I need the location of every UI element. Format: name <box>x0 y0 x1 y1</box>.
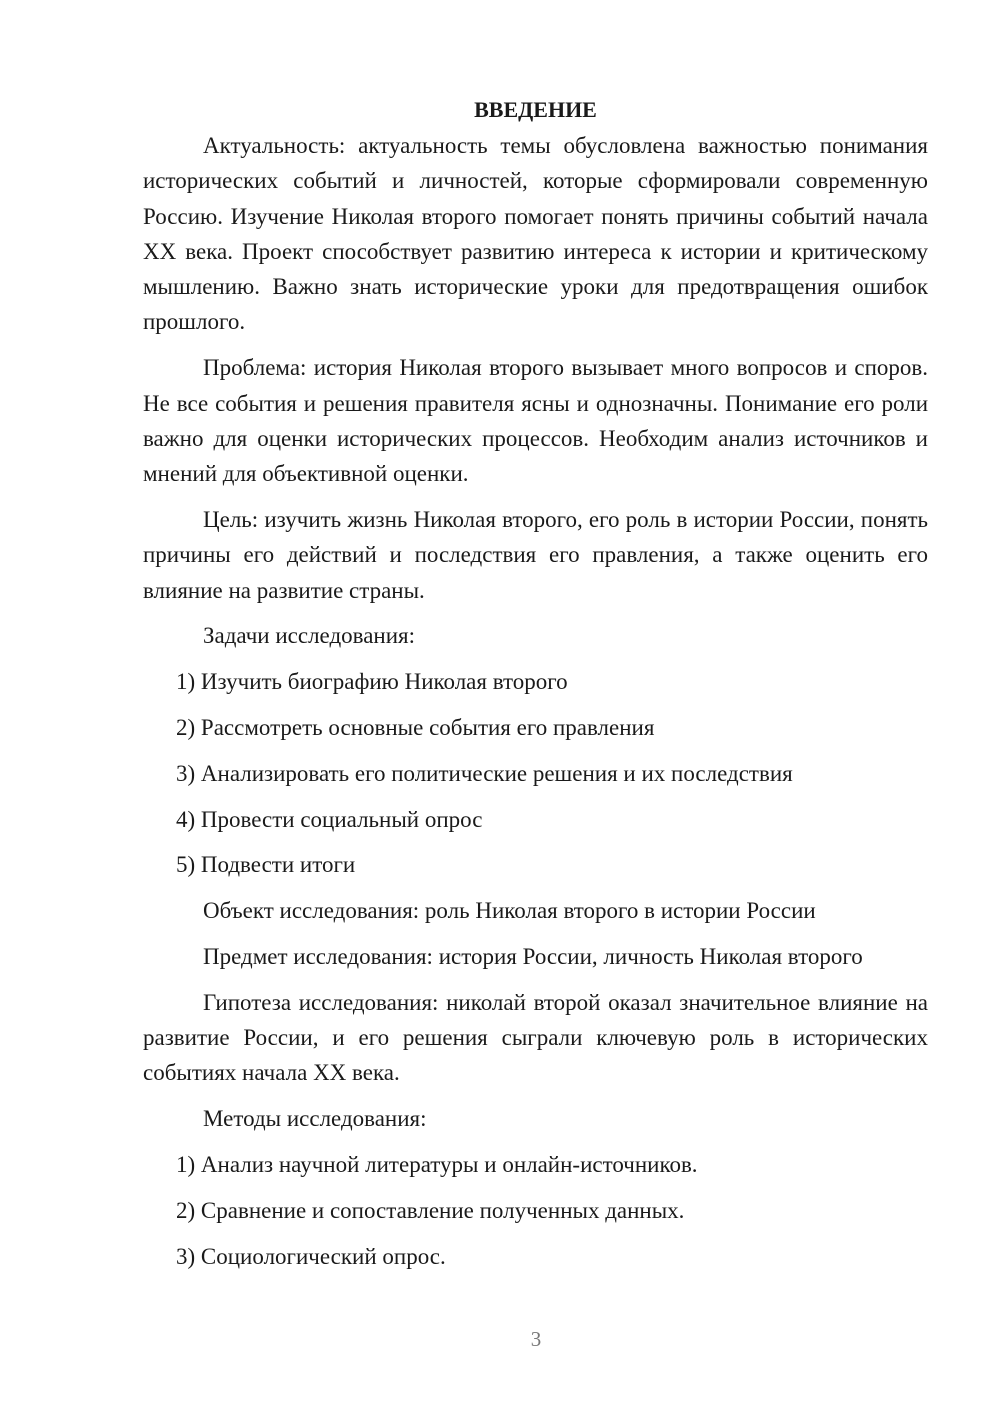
relevance-paragraph: Актуальность: актуальность темы обусловлена важностью понимания исторических событий и личностей, которые сформировали современную Россию. Изучение Николая второго помогает понять причины событий начала XX века. Проект способствует развитию интереса к истории и критическому мышлению. Важно знать исторические уроки для предотвращения ошибок прошлого. <box>143 133 928 335</box>
task-item-1: 1) Изучить биографию Николая второго <box>176 669 568 695</box>
task-item-2: 2) Рассмотреть основные события его правления <box>176 714 655 740</box>
research-subject: Предмет исследования: история России, личность Николая второго <box>203 943 863 969</box>
method-item-1: 1) Анализ научной литературы и онлайн-источников. <box>176 1151 698 1177</box>
task-item-5: 5) Подвести итоги <box>176 852 356 878</box>
document-page <box>143 92 928 1284</box>
section-heading: ВВЕДЕНИЕ <box>474 97 597 122</box>
methods-title: Методы исследования: <box>203 1106 427 1132</box>
method-item-3: 3) Социологический опрос. <box>176 1243 446 1269</box>
task-item-4: 4) Провести социальный опрос <box>176 806 483 832</box>
research-object: Объект исследования: роль Николая второго в истории России <box>203 898 816 924</box>
hypothesis-paragraph: Гипотеза исследования: николай второй оказал значительное влияние на развитие России, и его решения сыграли ключевую роль в исторических событиях начала XX века. <box>143 989 928 1086</box>
method-item-2: 2) Сравнение и сопоставление полученных данных. <box>176 1197 685 1223</box>
tasks-title: Задачи исследования: <box>203 623 416 649</box>
problem-paragraph: Проблема: история Николая второго вызывает много вопросов и споров. Не все события и решения правителя ясны и однозначны. Понимание его роли важно для оценки исторических процессов. Необходим анализ источников и мнений для объективной оценки. <box>143 355 928 487</box>
page-number: 3 <box>530 1327 542 1351</box>
goal-paragraph: Цель: изучить жизнь Николая второго, его роль в истории России, понять причины его действий и последствия его правления, а также оценить его влияние на развитие страны. <box>143 506 928 603</box>
task-item-3: 3) Анализировать его политические решения и их последствия <box>176 760 793 786</box>
